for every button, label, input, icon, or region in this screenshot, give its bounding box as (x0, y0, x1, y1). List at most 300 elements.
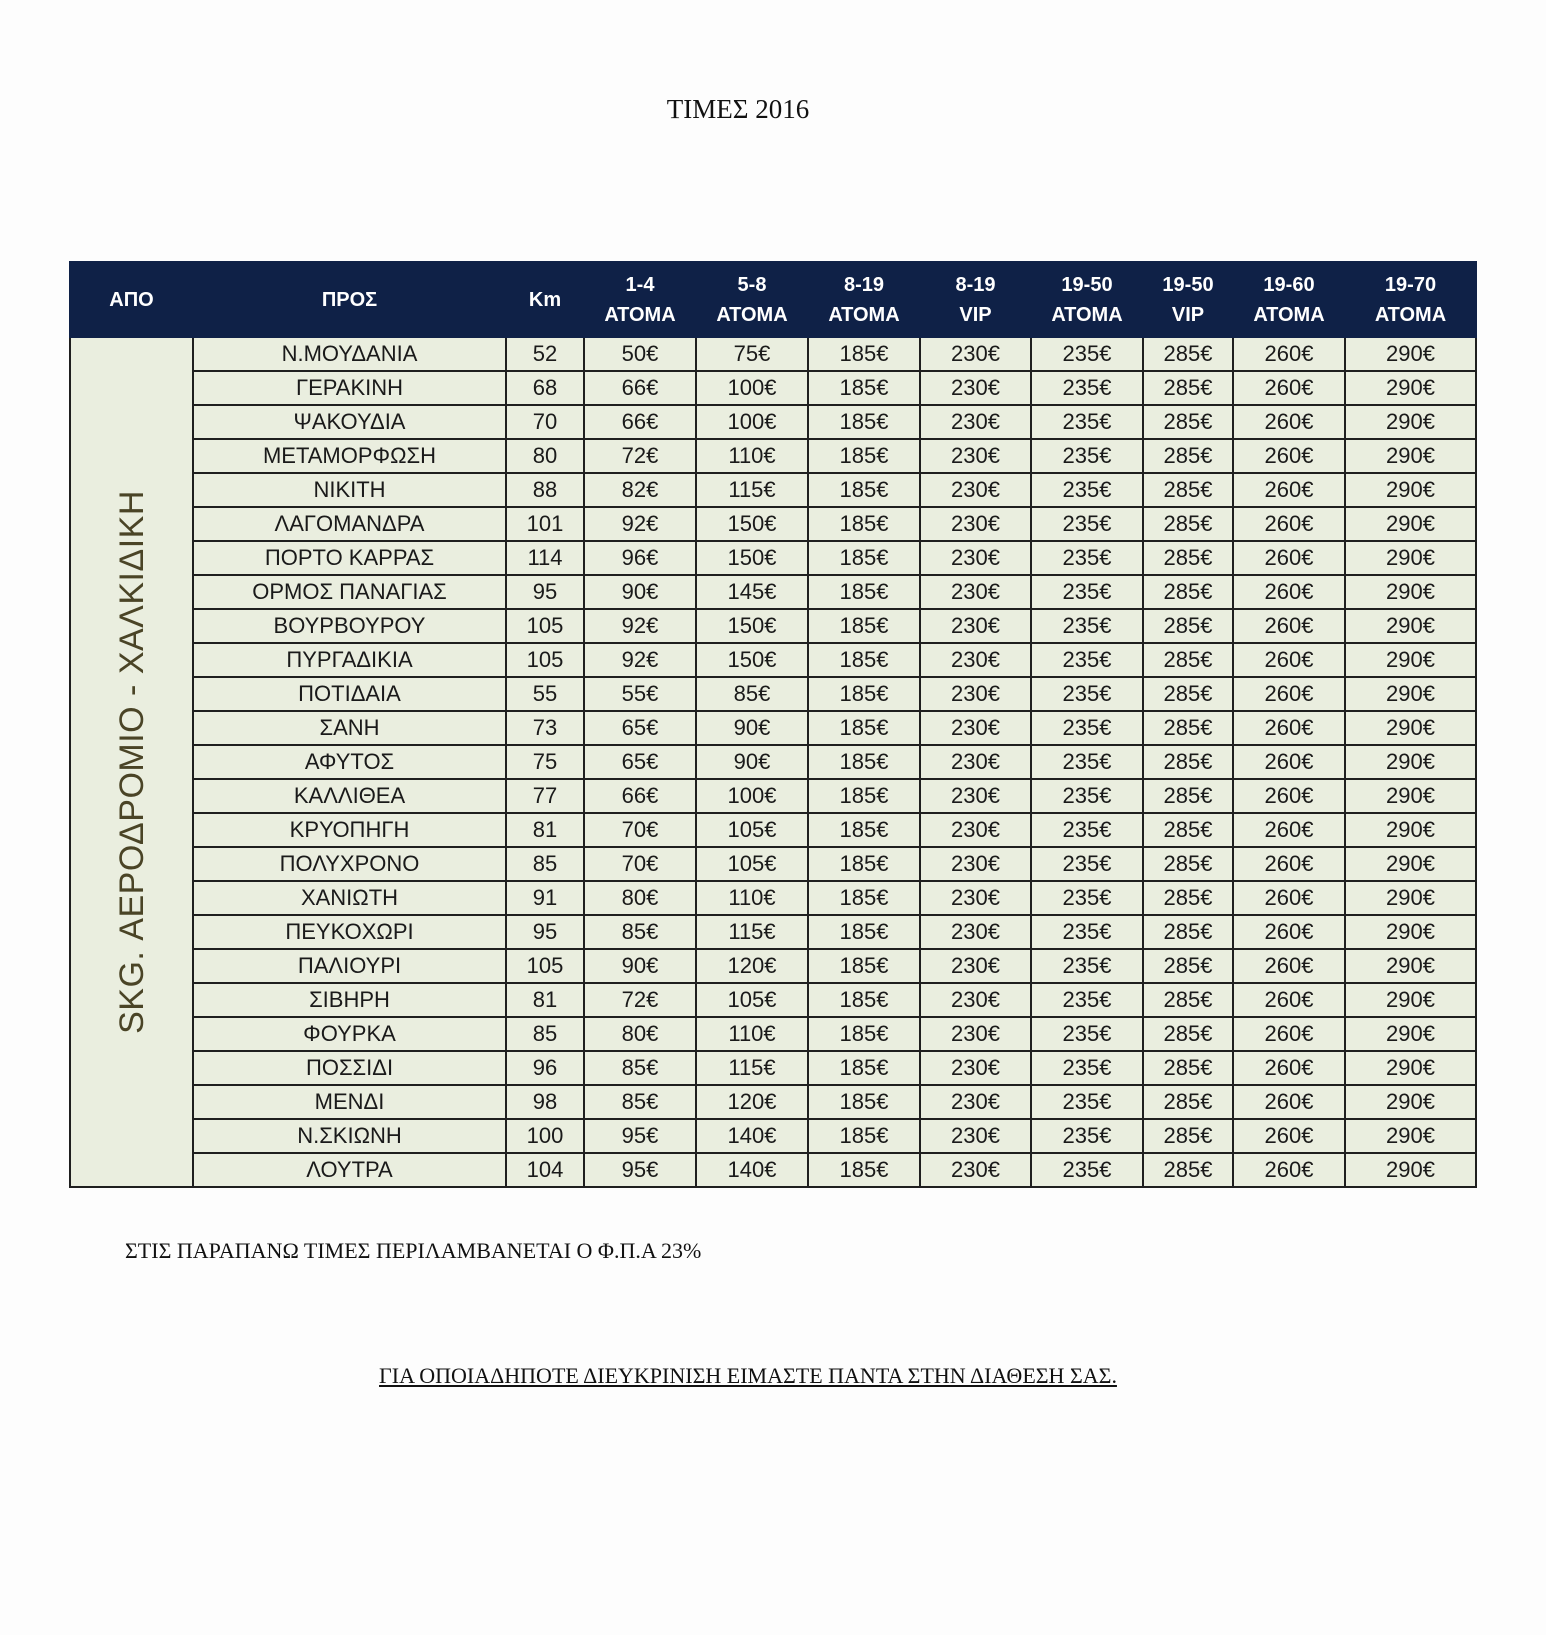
price-5-8-cell: 100€ (696, 405, 808, 439)
price-5-8-cell: 115€ (696, 473, 808, 507)
price-19-60-cell: 260€ (1233, 473, 1345, 507)
km-cell: 73 (506, 711, 584, 745)
km-cell: 104 (506, 1153, 584, 1187)
price-8-19-vip-cell: 230€ (920, 371, 1031, 405)
price-19-60-cell: 260€ (1233, 949, 1345, 983)
price-8-19-cell: 185€ (808, 677, 920, 711)
header-19-50-vip (1143, 262, 1233, 337)
destination-cell: ΚΡΥΟΠΗΓΗ (193, 813, 506, 847)
price-5-8-cell: 150€ (696, 643, 808, 677)
price-19-70-cell: 290€ (1345, 405, 1476, 439)
price-19-60-cell: 260€ (1233, 915, 1345, 949)
price-5-8-cell: 105€ (696, 813, 808, 847)
km-cell: 95 (506, 575, 584, 609)
km-cell: 70 (506, 405, 584, 439)
price-1-4-cell: 85€ (584, 1051, 696, 1085)
destination-cell: ΜΕΤΑΜΟΡΦΩΣΗ (193, 439, 506, 473)
price-8-19-cell: 185€ (808, 507, 920, 541)
price-8-19-cell: 185€ (808, 1051, 920, 1085)
table-row (70, 609, 1476, 643)
destination-cell: ΠΕΥΚΟΧΩΡΙ (193, 915, 506, 949)
destination-cell: ΠΟΣΣΙΔΙ (193, 1051, 506, 1085)
price-8-19-cell: 185€ (808, 609, 920, 643)
table-row (70, 881, 1476, 915)
km-cell: 105 (506, 609, 584, 643)
price-8-19-cell: 185€ (808, 1017, 920, 1051)
header-label: 19-60 (1263, 273, 1315, 296)
price-8-19-vip-cell: 230€ (920, 473, 1031, 507)
header-sublabel: ΑΤΟΜΑ (1374, 303, 1447, 326)
destination-cell: ΓΕΡΑΚΙΝΗ (193, 371, 506, 405)
destination-cell: ΟΡΜΟΣ ΠΑΝΑΓΙΑΣ (193, 575, 506, 609)
price-19-50-cell: 235€ (1031, 1119, 1143, 1153)
price-8-19-cell: 185€ (808, 983, 920, 1017)
destination-cell: ΝΙΚΙΤΗ (193, 473, 506, 507)
price-19-60-cell: 260€ (1233, 575, 1345, 609)
price-19-50-cell: 235€ (1031, 473, 1143, 507)
price-5-8-cell: 75€ (696, 337, 808, 371)
header-sublabel: ΑΤΟΜΑ (716, 303, 788, 326)
km-cell: 75 (506, 745, 584, 779)
price-1-4-cell: 55€ (584, 677, 696, 711)
price-19-70-cell: 290€ (1345, 507, 1476, 541)
price-19-50-cell: 235€ (1031, 337, 1143, 371)
price-5-8-cell: 100€ (696, 779, 808, 813)
km-cell: 85 (506, 1017, 584, 1051)
destination-cell: ΣΙΒΗΡΗ (193, 983, 506, 1017)
header-from (70, 262, 193, 337)
price-19-70-cell: 290€ (1345, 1085, 1476, 1119)
header-8-19-persons (808, 262, 920, 337)
price-5-8-cell: 85€ (696, 677, 808, 711)
price-19-50-vip-cell: 285€ (1143, 745, 1233, 779)
price-19-60-cell: 260€ (1233, 983, 1345, 1017)
price-8-19-vip-cell: 230€ (920, 983, 1031, 1017)
km-cell: 88 (506, 473, 584, 507)
price-19-50-vip-cell: 285€ (1143, 575, 1233, 609)
header-label: 19-50 (1061, 273, 1113, 296)
price-8-19-vip-cell: 230€ (920, 507, 1031, 541)
destination-cell: ΠΟΡΤΟ ΚΑΡΡΑΣ (193, 541, 506, 575)
table-row (70, 371, 1476, 405)
price-19-50-vip-cell: 285€ (1143, 779, 1233, 813)
km-cell: 91 (506, 881, 584, 915)
price-8-19-vip-cell: 230€ (920, 575, 1031, 609)
price-19-50-vip-cell: 285€ (1143, 1153, 1233, 1187)
price-5-8-cell: 150€ (696, 609, 808, 643)
price-19-50-cell: 235€ (1031, 371, 1143, 405)
header-label: 1-4 (625, 273, 655, 296)
destination-cell: ΜΕΝΔΙ (193, 1085, 506, 1119)
price-8-19-vip-cell: 230€ (920, 847, 1031, 881)
price-19-50-vip-cell: 285€ (1143, 881, 1233, 915)
table-row (70, 1051, 1476, 1085)
header-19-70-persons (1345, 262, 1476, 337)
km-cell: 81 (506, 813, 584, 847)
price-1-4-cell: 72€ (584, 983, 696, 1017)
price-1-4-cell: 95€ (584, 1119, 696, 1153)
price-1-4-cell: 72€ (584, 439, 696, 473)
table-row (70, 779, 1476, 813)
price-5-8-cell: 150€ (696, 541, 808, 575)
header-sublabel: ΑΤΟΜΑ (1051, 303, 1123, 326)
price-19-60-cell: 260€ (1233, 677, 1345, 711)
header-label: 19-70 (1384, 273, 1437, 296)
header-1-4-persons (584, 262, 696, 337)
header-km (506, 262, 584, 337)
price-1-4-cell: 85€ (584, 1085, 696, 1119)
header-5-8-persons (696, 262, 808, 337)
price-19-70-cell: 290€ (1345, 337, 1476, 371)
price-19-60-cell: 260€ (1233, 541, 1345, 575)
price-19-50-vip-cell: 285€ (1143, 643, 1233, 677)
table-row (70, 1153, 1476, 1187)
price-19-60-cell: 260€ (1233, 881, 1345, 915)
price-8-19-vip-cell: 230€ (920, 1153, 1031, 1187)
km-cell: 68 (506, 371, 584, 405)
table-row (70, 813, 1476, 847)
destination-cell: ΑΦΥΤΟΣ (193, 745, 506, 779)
price-5-8-cell: 150€ (696, 507, 808, 541)
price-1-4-cell: 70€ (584, 847, 696, 881)
price-5-8-cell: 140€ (696, 1119, 808, 1153)
km-cell: 105 (506, 949, 584, 983)
price-19-50-vip-cell: 285€ (1143, 609, 1233, 643)
price-19-60-cell: 260€ (1233, 507, 1345, 541)
destination-cell: ΠΟΤΙΔΑΙΑ (193, 677, 506, 711)
price-19-60-cell: 260€ (1233, 1119, 1345, 1153)
km-cell: 105 (506, 643, 584, 677)
price-8-19-vip-cell: 230€ (920, 1017, 1031, 1051)
price-19-70-cell: 290€ (1345, 745, 1476, 779)
price-19-50-cell: 235€ (1031, 541, 1143, 575)
price-8-19-cell: 185€ (808, 541, 920, 575)
price-19-60-cell: 260€ (1233, 1017, 1345, 1051)
price-19-70-cell: 290€ (1345, 881, 1476, 915)
header-label: 8-19 (843, 273, 885, 296)
price-19-50-cell: 235€ (1031, 609, 1143, 643)
destination-cell: ΣΑΝΗ (193, 711, 506, 745)
price-1-4-cell: 66€ (584, 779, 696, 813)
price-19-50-cell: 235€ (1031, 711, 1143, 745)
destination-cell: ΨΑΚΟΥΔΙΑ (193, 405, 506, 439)
price-19-50-cell: 235€ (1031, 1153, 1143, 1187)
price-19-70-cell: 290€ (1345, 541, 1476, 575)
price-8-19-cell: 185€ (808, 711, 920, 745)
price-19-70-cell: 290€ (1345, 473, 1476, 507)
header-label: 19-50 (1162, 273, 1214, 296)
price-19-50-vip-cell: 285€ (1143, 541, 1233, 575)
price-8-19-cell: 185€ (808, 1119, 920, 1153)
price-19-50-cell: 235€ (1031, 1085, 1143, 1119)
table-row (70, 949, 1476, 983)
km-cell: 85 (506, 847, 584, 881)
price-8-19-vip-cell: 230€ (920, 915, 1031, 949)
price-8-19-vip-cell: 230€ (920, 541, 1031, 575)
price-8-19-cell: 185€ (808, 915, 920, 949)
header-label: 8-19 (955, 273, 996, 296)
header-label: ΑΠΟ (109, 288, 154, 311)
price-8-19-cell: 185€ (808, 439, 920, 473)
price-19-50-vip-cell: 285€ (1143, 507, 1233, 541)
price-19-60-cell: 260€ (1233, 1085, 1345, 1119)
price-19-60-cell: 260€ (1233, 371, 1345, 405)
price-5-8-cell: 120€ (696, 1085, 808, 1119)
km-cell: 55 (506, 677, 584, 711)
price-5-8-cell: 115€ (696, 1051, 808, 1085)
destination-cell: ΠΑΛΙΟΥΡΙ (193, 949, 506, 983)
price-19-50-cell: 235€ (1031, 779, 1143, 813)
page-title: ΤΙΜΕΣ 2016 (666, 94, 810, 124)
price-5-8-cell: 110€ (696, 1017, 808, 1051)
price-8-19-vip-cell: 230€ (920, 881, 1031, 915)
price-8-19-vip-cell: 230€ (920, 677, 1031, 711)
contact-note: ΓΙΑ ΟΠΟΙΑΔΗΠΟΤΕ ΔΙΕΥΚΡΙΝΙΣΗ ΕΙΜΑΣΤΕ ΠΑΝΤΑ ΣΤΗΝ ΔΙΑΘΕΣΗ ΣΑΣ. (379, 1363, 1117, 1388)
price-5-8-cell: 120€ (696, 949, 808, 983)
table-row (70, 405, 1476, 439)
price-19-50-cell: 235€ (1031, 643, 1143, 677)
price-19-50-cell: 235€ (1031, 507, 1143, 541)
price-8-19-vip-cell: 230€ (920, 813, 1031, 847)
price-1-4-cell: 92€ (584, 609, 696, 643)
price-19-60-cell: 260€ (1233, 847, 1345, 881)
price-19-50-vip-cell: 285€ (1143, 1085, 1233, 1119)
price-19-50-vip-cell: 285€ (1143, 983, 1233, 1017)
price-19-60-cell: 260€ (1233, 439, 1345, 473)
price-19-60-cell: 260€ (1233, 337, 1345, 371)
price-19-70-cell: 290€ (1345, 609, 1476, 643)
km-cell: 80 (506, 439, 584, 473)
km-cell: 77 (506, 779, 584, 813)
price-1-4-cell: 65€ (584, 745, 696, 779)
km-cell: 96 (506, 1051, 584, 1085)
price-8-19-cell: 185€ (808, 1153, 920, 1187)
price-8-19-vip-cell: 230€ (920, 337, 1031, 371)
price-19-50-vip-cell: 285€ (1143, 337, 1233, 371)
table-row (70, 915, 1476, 949)
price-19-50-vip-cell: 285€ (1143, 473, 1233, 507)
price-19-50-cell: 235€ (1031, 813, 1143, 847)
price-8-19-vip-cell: 230€ (920, 745, 1031, 779)
table-body (70, 337, 1476, 1187)
destination-cell: ΒΟΥΡΒΟΥΡΟΥ (193, 609, 506, 643)
price-8-19-cell: 185€ (808, 813, 920, 847)
table-row (70, 473, 1476, 507)
table-row (70, 1085, 1476, 1119)
price-19-60-cell: 260€ (1233, 711, 1345, 745)
destination-cell: Ν.ΣΚΙΩΝΗ (193, 1119, 506, 1153)
km-cell: 101 (506, 507, 584, 541)
price-8-19-vip-cell: 230€ (920, 643, 1031, 677)
price-19-50-vip-cell: 285€ (1143, 677, 1233, 711)
price-19-50-vip-cell: 285€ (1143, 1017, 1233, 1051)
price-1-4-cell: 50€ (584, 337, 696, 371)
destination-cell: ΦΟΥΡΚΑ (193, 1017, 506, 1051)
destination-cell: ΛΑΓΟΜΑΝΔΡΑ (193, 507, 506, 541)
destination-cell: ΠΟΛΥΧΡΟΝΟ (193, 847, 506, 881)
price-8-19-cell: 185€ (808, 745, 920, 779)
price-1-4-cell: 66€ (584, 405, 696, 439)
header-8-19-vip (920, 262, 1031, 337)
price-19-60-cell: 260€ (1233, 643, 1345, 677)
price-5-8-cell: 105€ (696, 983, 808, 1017)
price-19-50-cell: 235€ (1031, 677, 1143, 711)
price-19-70-cell: 290€ (1345, 983, 1476, 1017)
price-19-50-vip-cell: 285€ (1143, 915, 1233, 949)
price-8-19-cell: 185€ (808, 575, 920, 609)
table-row (70, 575, 1476, 609)
from-cell (70, 337, 193, 1187)
price-1-4-cell: 95€ (584, 1153, 696, 1187)
price-19-70-cell: 290€ (1345, 711, 1476, 745)
price-19-60-cell: 260€ (1233, 405, 1345, 439)
price-19-50-vip-cell: 285€ (1143, 1051, 1233, 1085)
price-19-70-cell: 290€ (1345, 1051, 1476, 1085)
price-8-19-cell: 185€ (808, 643, 920, 677)
price-19-70-cell: 290€ (1345, 779, 1476, 813)
price-19-70-cell: 290€ (1345, 949, 1476, 983)
header-sublabel: VIP (959, 303, 992, 326)
table-row (70, 643, 1476, 677)
price-5-8-cell: 110€ (696, 439, 808, 473)
price-19-50-cell: 235€ (1031, 405, 1143, 439)
table-row (70, 745, 1476, 779)
price-table (69, 261, 1477, 1188)
price-1-4-cell: 96€ (584, 541, 696, 575)
header-label: 5-8 (737, 273, 767, 296)
price-19-50-cell: 235€ (1031, 439, 1143, 473)
km-cell: 100 (506, 1119, 584, 1153)
price-19-50-cell: 235€ (1031, 949, 1143, 983)
price-5-8-cell: 105€ (696, 847, 808, 881)
price-19-70-cell: 290€ (1345, 813, 1476, 847)
price-8-19-cell: 185€ (808, 779, 920, 813)
price-5-8-cell: 140€ (696, 1153, 808, 1187)
km-cell: 52 (506, 337, 584, 371)
price-1-4-cell: 80€ (584, 881, 696, 915)
table-row (70, 677, 1476, 711)
price-8-19-cell: 185€ (808, 473, 920, 507)
price-19-70-cell: 290€ (1345, 677, 1476, 711)
destination-cell: ΠΥΡΓΑΔΙΚΙΑ (193, 643, 506, 677)
price-1-4-cell: 70€ (584, 813, 696, 847)
price-5-8-cell: 90€ (696, 745, 808, 779)
price-19-50-cell: 235€ (1031, 1017, 1143, 1051)
table-row (70, 983, 1476, 1017)
price-1-4-cell: 80€ (584, 1017, 696, 1051)
destination-cell: ΛΟΥΤΡΑ (193, 1153, 506, 1187)
price-19-50-cell: 235€ (1031, 881, 1143, 915)
km-cell: 114 (506, 541, 584, 575)
price-19-60-cell: 260€ (1233, 779, 1345, 813)
header-to (193, 262, 506, 337)
price-5-8-cell: 110€ (696, 881, 808, 915)
price-1-4-cell: 92€ (584, 507, 696, 541)
price-8-19-vip-cell: 230€ (920, 711, 1031, 745)
from-label: SKG. ΑΕΡΟΔΡΟΜΙΟ - ΧΑΛΚΙΔΙΚΗ (112, 490, 151, 1034)
km-cell: 81 (506, 983, 584, 1017)
header-19-50-persons (1031, 262, 1143, 337)
table-row (70, 1017, 1476, 1051)
price-1-4-cell: 90€ (584, 949, 696, 983)
price-19-70-cell: 290€ (1345, 847, 1476, 881)
price-19-50-cell: 235€ (1031, 915, 1143, 949)
price-19-70-cell: 290€ (1345, 643, 1476, 677)
price-19-60-cell: 260€ (1233, 609, 1345, 643)
table-row (70, 1119, 1476, 1153)
price-8-19-cell: 185€ (808, 405, 920, 439)
price-19-50-cell: 235€ (1031, 1051, 1143, 1085)
price-19-60-cell: 260€ (1233, 813, 1345, 847)
price-8-19-vip-cell: 230€ (920, 1051, 1031, 1085)
vat-note: ΣΤΙΣ ΠΑΡΑΠΑΝΩ ΤΙΜΕΣ ΠΕΡΙΛΑΜΒΑΝΕΤΑΙ Ο Φ.Π.Α 23% (125, 1238, 702, 1263)
price-8-19-vip-cell: 230€ (920, 1085, 1031, 1119)
price-8-19-vip-cell: 230€ (920, 949, 1031, 983)
price-19-50-vip-cell: 285€ (1143, 813, 1233, 847)
price-8-19-cell: 185€ (808, 949, 920, 983)
price-19-60-cell: 260€ (1233, 1051, 1345, 1085)
table-row (70, 847, 1476, 881)
price-8-19-vip-cell: 230€ (920, 779, 1031, 813)
price-8-19-vip-cell: 230€ (920, 405, 1031, 439)
km-cell: 95 (506, 915, 584, 949)
price-19-50-vip-cell: 285€ (1143, 439, 1233, 473)
price-19-50-cell: 235€ (1031, 745, 1143, 779)
price-19-70-cell: 290€ (1345, 1017, 1476, 1051)
price-19-50-vip-cell: 285€ (1143, 405, 1233, 439)
price-1-4-cell: 65€ (584, 711, 696, 745)
price-8-19-vip-cell: 230€ (920, 1119, 1031, 1153)
price-19-50-cell: 235€ (1031, 983, 1143, 1017)
header-19-60-persons (1233, 262, 1345, 337)
price-5-8-cell: 115€ (696, 915, 808, 949)
table-header-row (70, 262, 1476, 337)
price-1-4-cell: 92€ (584, 643, 696, 677)
price-1-4-cell: 85€ (584, 915, 696, 949)
price-8-19-vip-cell: 230€ (920, 439, 1031, 473)
destination-cell: ΚΑΛΛΙΘΕΑ (193, 779, 506, 813)
price-1-4-cell: 82€ (584, 473, 696, 507)
price-19-70-cell: 290€ (1345, 1119, 1476, 1153)
price-19-50-vip-cell: 285€ (1143, 847, 1233, 881)
table-row (70, 507, 1476, 541)
price-19-50-vip-cell: 285€ (1143, 711, 1233, 745)
price-19-70-cell: 290€ (1345, 439, 1476, 473)
price-19-50-vip-cell: 285€ (1143, 949, 1233, 983)
km-cell: 98 (506, 1085, 584, 1119)
table-row (70, 541, 1476, 575)
price-8-19-cell: 185€ (808, 1085, 920, 1119)
price-19-50-cell: 235€ (1031, 575, 1143, 609)
price-5-8-cell: 100€ (696, 371, 808, 405)
price-19-70-cell: 290€ (1345, 1153, 1476, 1187)
price-8-19-cell: 185€ (808, 371, 920, 405)
price-19-70-cell: 290€ (1345, 575, 1476, 609)
table-row (70, 337, 1476, 371)
header-sublabel: VIP (1171, 303, 1205, 326)
price-19-50-cell: 235€ (1031, 847, 1143, 881)
price-1-4-cell: 90€ (584, 575, 696, 609)
destination-cell: ΧΑΝΙΩΤΗ (193, 881, 506, 915)
header-label: ΠΡΟΣ (321, 288, 378, 311)
header-label: Km (528, 288, 562, 311)
price-19-70-cell: 290€ (1345, 371, 1476, 405)
price-8-19-cell: 185€ (808, 337, 920, 371)
price-8-19-vip-cell: 230€ (920, 609, 1031, 643)
price-19-50-vip-cell: 285€ (1143, 1119, 1233, 1153)
price-5-8-cell: 145€ (696, 575, 808, 609)
price-8-19-cell: 185€ (808, 881, 920, 915)
